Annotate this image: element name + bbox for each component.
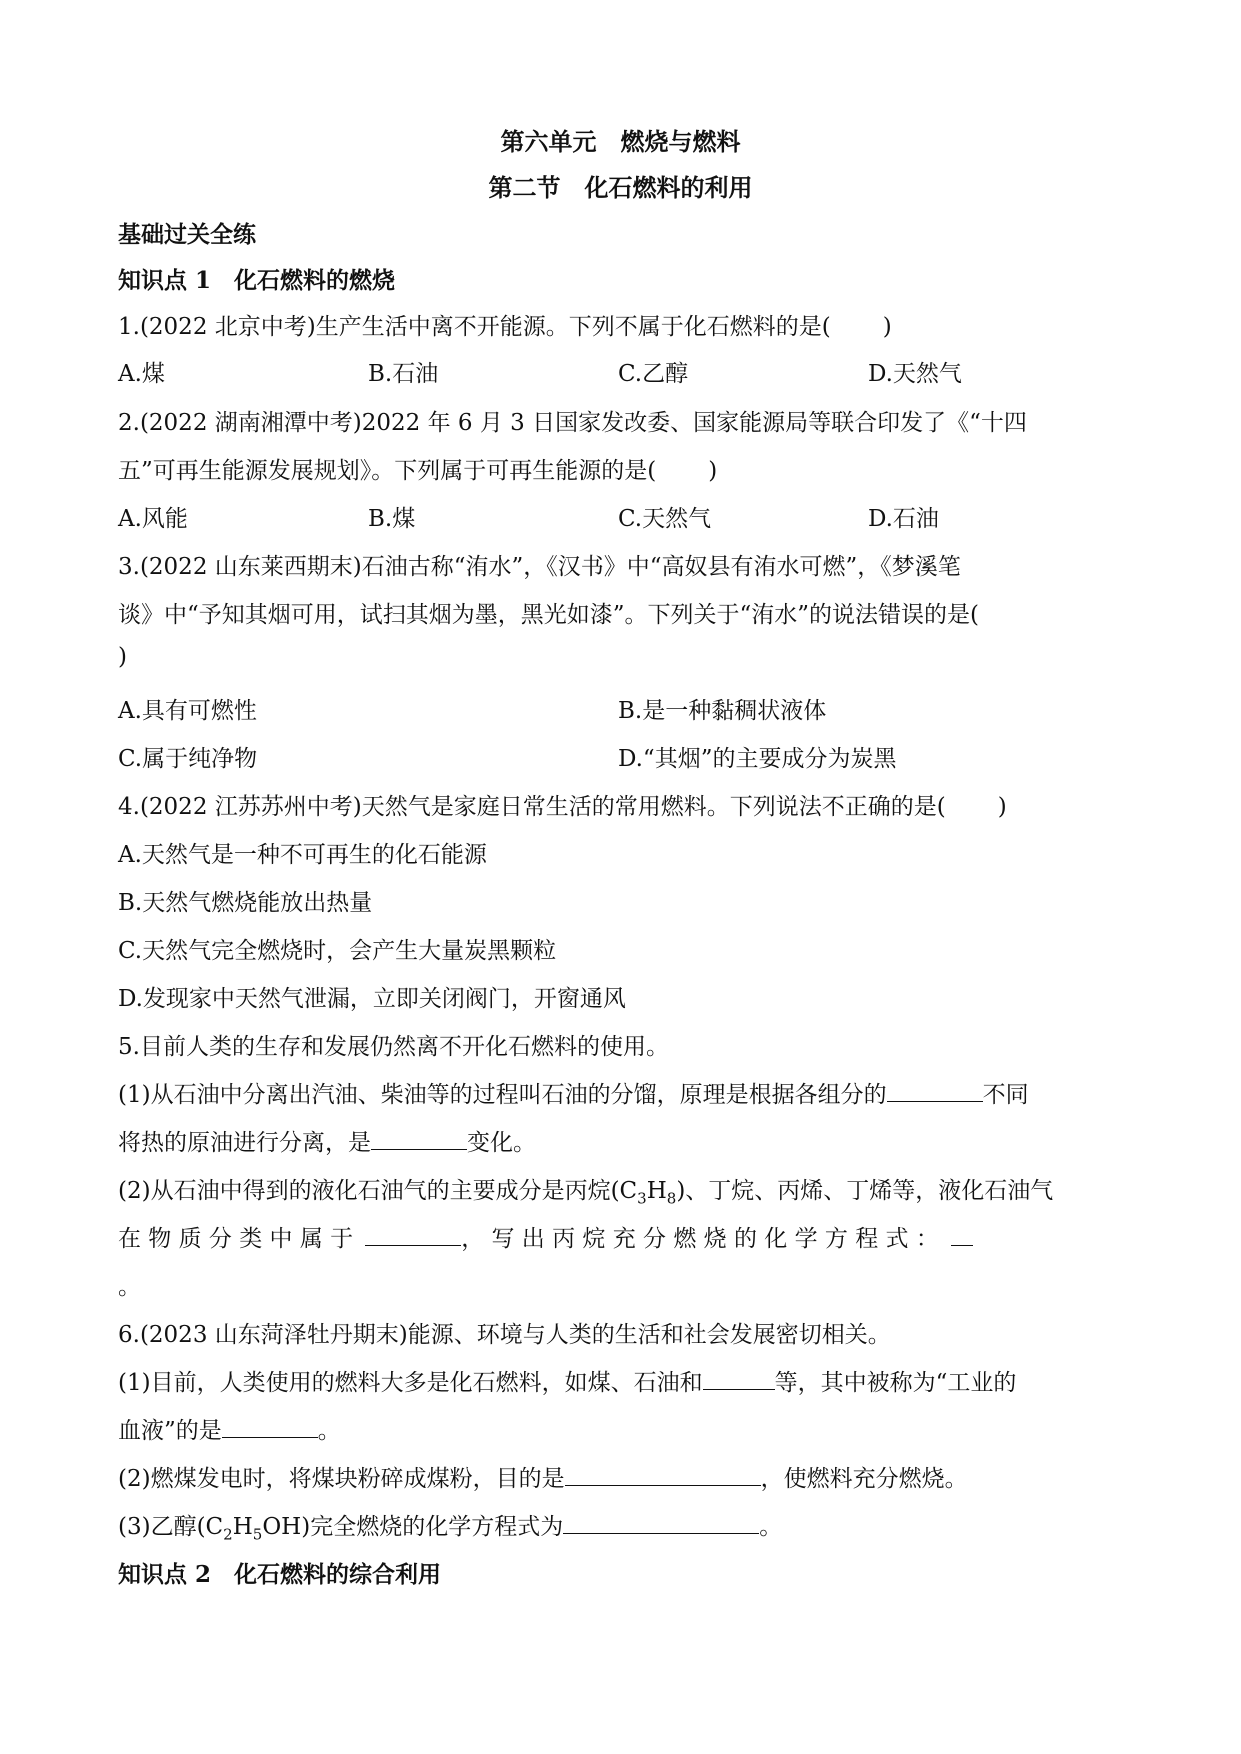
answer-blank[interactable] [563,1532,759,1534]
question-2-close-paren: ) [708,458,718,484]
question-6-part-3-text-cont: OH)完全燃烧的化学方程式为 [262,1514,564,1540]
question-1-close-paren: ) [882,314,892,340]
question-5-part-2-line-1 [118,1172,1053,1208]
question-3-option-b: B.是一种黏稠状液体 [618,698,827,724]
exercise-heading: 基础过关全练 [118,221,256,248]
question-5-part-1-line-1 [118,1076,1029,1109]
question-5-part-1-text-cont: 不同 [982,1082,1029,1108]
question-6-part-1-line-1 [118,1364,1016,1397]
subscript: 3 [637,1189,647,1208]
question-2-option-d: D.石油 [868,506,939,532]
question-4-stem [118,788,1007,821]
question-6-part-2 [118,1460,968,1493]
question-5-part-2-text-3: ， 写 出 丙 烷 充 分 燃 烧 的 化 学 方 程 式 ： [461,1226,939,1252]
answer-blank[interactable] [565,1484,761,1486]
question-6-part-3-text: (3)乙醇(C [118,1514,224,1540]
question-1-option-c: C.乙醇 [618,361,689,387]
knowledge-point-2-heading: 知识点 2 化石燃料的综合利用 [118,1561,442,1588]
question-1-option-a: A.煤 [118,361,165,387]
question-6-stem: 6.(2023 山东菏泽牡丹期末)能源、环境与人类的生活和社会发展密切相关。 [118,1322,891,1348]
question-6-part-1-text-3: 。 [317,1418,341,1444]
question-5-part-1-line-2 [118,1124,536,1157]
question-4-text: 4.(2022 江苏苏州中考)天然气是家庭日常生活的常用燃料。下列说法不正确的是( [118,794,946,820]
question-3-line-1: 3.(2022 山东莱西期末)石油古称“洧水”，《汉书》中“高奴县有洧水可燃”，《梦溪笔 [118,554,961,580]
question-2-line-1: 2.(2022 湖南湘潭中考)2022 年 6 月 3 日国家发改委、国家能源局等联合印发了《“十四 [118,410,1027,436]
chem-symbol: H [232,1514,253,1540]
question-6-part-3-end: 。 [759,1514,783,1540]
question-2-option-c: C.天然气 [618,506,712,532]
question-5-part-2-text-2: 在 物 质 分 类 中 属 于 [118,1226,354,1252]
question-5-part-2-line-2 [118,1220,973,1253]
question-5-part-1-text-2: 将热的原油进行分离，是 [118,1130,371,1156]
question-6-part-2-text-cont: ，使燃料充分燃烧。 [760,1466,968,1492]
question-5-part-2-text: (2)从石油中得到的液化石油气的主要成分是丙烷(C [118,1178,638,1204]
subscript: 8 [666,1189,677,1208]
answer-blank[interactable] [951,1244,973,1246]
knowledge-point-1-heading: 知识点 1 化石燃料的燃烧 [118,267,396,294]
question-4-option-a: A.天然气是一种不可再生的化石能源 [118,842,487,868]
question-6-part-1-line-2 [118,1412,341,1445]
question-4-option-b: B.天然气燃烧能放出热量 [118,890,373,916]
question-1-stem [118,308,892,341]
question-5-stem: 5.目前人类的生存和发展仍然离不开化石燃料的使用。 [118,1034,669,1060]
answer-blank[interactable] [703,1388,775,1390]
question-3-option-a: A.具有可燃性 [118,698,257,724]
question-5-part-1-text: (1)从石油中分离出汽油、柴油等的过程叫石油的分馏，原理是根据各组分的 [118,1082,887,1108]
unit-title: 第六单元 燃烧与燃料 [500,127,741,156]
question-2-option-b: B.煤 [368,506,416,532]
question-6-part-1-text-2: 血液”的是 [118,1418,222,1444]
question-2-line-2 [118,452,717,485]
question-5-part-2-text-cont: )、丁烷、丙烯、丁烯等，液化石油气 [676,1178,1054,1204]
chem-symbol: H [646,1178,667,1204]
answer-blank[interactable] [371,1148,467,1150]
question-1-text: 1.(2022 北京中考)生产生活中离不开能源。下列不属于化石燃料的是( [118,314,831,340]
question-1-option-d: D.天然气 [868,361,962,387]
answer-blank[interactable] [222,1436,318,1438]
question-4-option-c: C.天然气完全燃烧时，会产生大量炭黑颗粒 [118,938,557,964]
question-5-part-1-text-3: 变化。 [467,1130,536,1156]
section-title: 第二节 化石燃料的利用 [488,173,753,202]
question-4-close-paren: ) [997,794,1007,820]
subscript: 2 [223,1525,233,1544]
question-6-part-1-text-cont: 等，其中被称为“工业的 [774,1370,1017,1396]
question-4-option-d: D.发现家中天然气泄漏，立即关闭阀门，开窗通风 [118,986,626,1012]
question-1-option-b: B.石油 [368,361,439,387]
question-3-line-3: ) [118,644,127,670]
question-3-line-2: 谈》中“予知其烟可用，试扫其烟为墨，黑光如漆”。下列关于“洧水”的说法错误的是( [118,602,980,628]
answer-blank[interactable] [365,1244,461,1246]
question-5-part-2-line-3: 。 [118,1274,141,1300]
answer-blank[interactable] [887,1100,983,1102]
question-3-option-c: C.属于纯净物 [118,746,258,772]
question-6-part-3 [118,1508,782,1544]
question-2-text: 五”可再生能源发展规划》。下列属于可再生能源的是( [118,458,657,484]
question-6-part-1-text: (1)目前，人类使用的燃料大多是化石燃料，如煤、石油和 [118,1370,703,1396]
question-6-part-2-text: (2)燃煤发电时，将煤块粉碎成煤粉，目的是 [118,1466,565,1492]
question-2-option-a: A.风能 [118,506,188,532]
question-3-option-d: D.“其烟”的主要成分为炭黑 [618,746,897,772]
subscript: 5 [252,1525,263,1544]
